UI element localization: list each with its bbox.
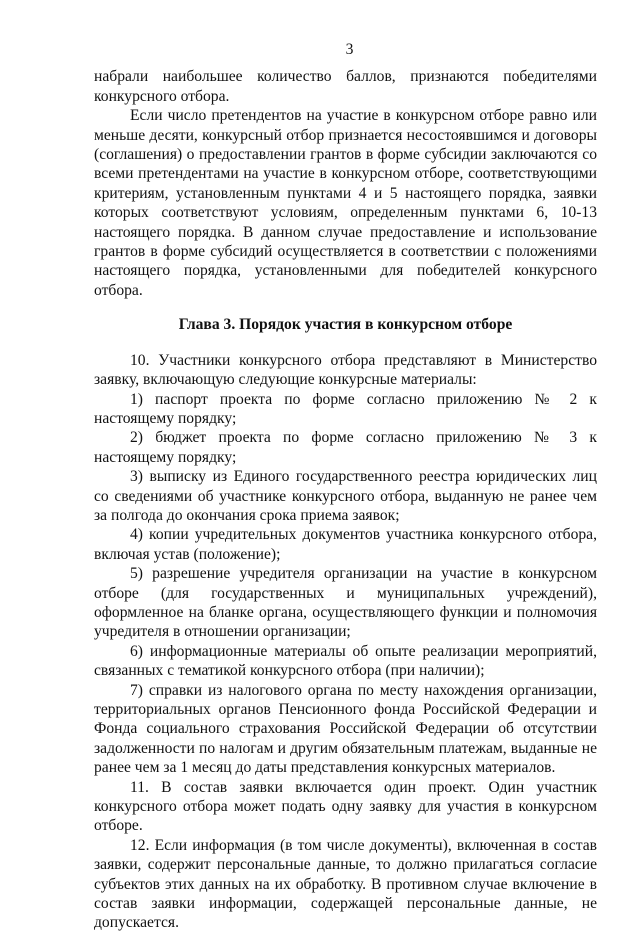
list-item-5: 5) разрешение учредителя организации на участие в конкурсном отборе (для государственных и муниципальных учреждений), оформленное на бланке органа, осуществляющего функции и полномочия учредителя в отношении организации; <box>94 565 597 641</box>
list-item-3: 3) выписку из Единого государственного реестра юридических лиц со сведениями об участнике конкурсного отбора, выданную не ранее чем за полгода до окончания срока приема заявок; <box>94 468 597 524</box>
list-item-1: 1) паспорт проекта по форме согласно приложению № 2 к настоящему порядку; <box>94 390 597 427</box>
list-item-6: 6) информационные материалы об опыте реализации мероприятий, связанных с тематикой конкурсного отбора (при наличии); <box>94 642 597 680</box>
document-page <box>94 40 597 933</box>
paragraph-insufficient-applicants: Если число претендентов на участие в конкурсном отборе равно или меньше десяти, конкурсный отбор признается несостоявшимся и договоры (соглашения) о предоставлении грантов в форме субсидии заключаются со всеми претендентами на участие в конкурсном отборе, соответствующими критериям, установленным пунктами 4 и 5 настоящего порядка, заявки которых соответствуют условиям, определенным пунктами 6, 10-13 настоящего порядка. В данном случае предоставление и использование грантов в форме субсидий осуществляется в соответствии с положениями настоящего порядка, установленными для победителей конкурсного отбора. <box>94 107 597 299</box>
list-item-2: 2) бюджет проекта по форме согласно приложению № 3 к настоящему порядку; <box>94 429 597 466</box>
paragraph-item-12: 12. Если информация (в том числе документы), включенная в состав заявки, содержит персональные данные, то должно прилагаться согласие субъектов этих данных на их обработку. В противном случае включение в состав заявки информации, содержащей персональные данные, не допускается. <box>94 836 597 932</box>
paragraph-item-10: 10. Участники конкурсного отбора представляют в Министерство заявку, включающую следующие конкурсные материалы: <box>94 351 597 389</box>
paragraph-intro-continuation: набрали наибольшее количество баллов, признаются победителями конкурсного отбора. <box>94 68 597 105</box>
list-item-7: 7) справки из налогового органа по месту нахождения организации, территориальных органов Пенсионного фонда Российской Федерации и Фонда социального страхования Российской Федерации об отсутствии задолженности по налогам и другим обязательным платежам, выданные не ранее чем за 1 месяц до даты представления конкурсных материалов. <box>94 681 597 777</box>
paragraph-item-11: 11. В состав заявки включается один проект. Один участник конкурсного отбора может подать одну заявку для участия в конкурсном отборе. <box>94 778 597 835</box>
page-number: 3 <box>345 41 354 58</box>
list-item-4: 4) копии учредительных документов участника конкурсного отбора, включая устав (положение); <box>94 526 597 563</box>
chapter-heading: Глава 3. Порядок участия в конкурсном отборе <box>178 316 513 334</box>
